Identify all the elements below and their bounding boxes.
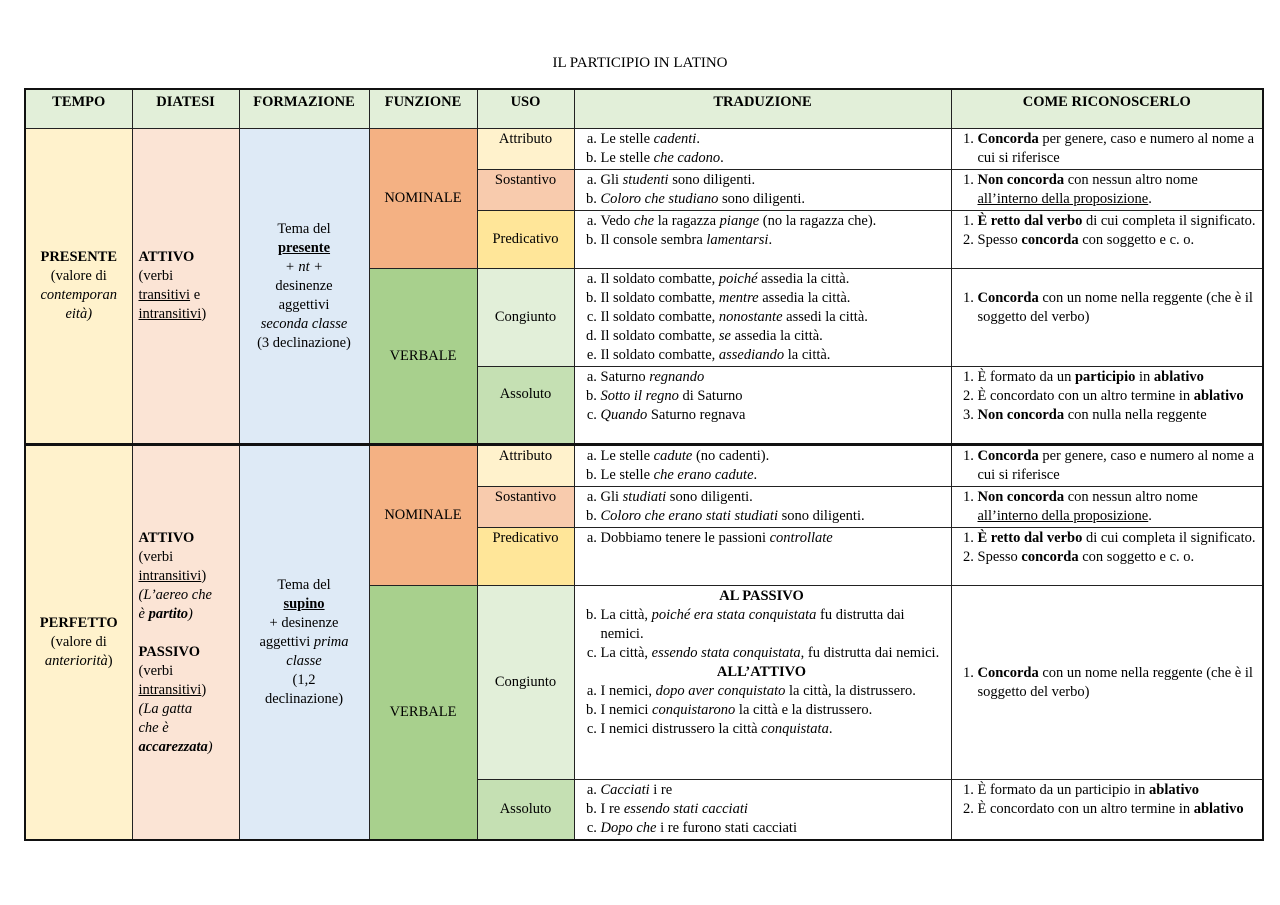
list-item: 1. Non concorda con nessun altro nome all’interno della proposizione. — [978, 171, 1257, 209]
diatesi-name: ATTIVO — [138, 529, 195, 546]
list-item: 2. È concordato con un altro termine in ablativo — [978, 387, 1257, 406]
header-diatesi: DIATESI — [132, 89, 239, 129]
riconoscerlo-cell — [951, 269, 1263, 367]
list-item: a. I nemici, dopo aver conquistato la città, la distrussero. — [601, 682, 945, 701]
list-item: b. Coloro che studiano sono diligenti. — [601, 190, 945, 209]
traduzione-cell — [574, 780, 951, 841]
list-item: 1. È formato da un participio in ablativo — [978, 368, 1257, 387]
list-item: 2. È concordato con un altro termine in ablativo — [978, 800, 1257, 819]
riconoscerlo-cell — [951, 170, 1263, 211]
header-come-riconoscerlo: COME RICONOSCERLO — [951, 89, 1263, 129]
header-tempo: TEMPO — [25, 89, 132, 129]
traduzione-cell — [574, 170, 951, 211]
tempo-text: anteriorità — [44, 653, 108, 669]
formazione-text: + nt + — [284, 258, 324, 275]
traduzione-cell — [574, 487, 951, 528]
list-item: 1. È retto dal verbo di cui completa il significato. — [978, 212, 1257, 231]
riconoscerlo-cell — [951, 528, 1263, 586]
tempo-name: PRESENTE — [40, 249, 118, 265]
diatesi-text: (L’aereo che — [138, 586, 212, 603]
funzione-verbale-cell: VERBALE — [369, 269, 477, 445]
tempo-text: contemporan — [40, 287, 117, 303]
traduzione-cell — [574, 129, 951, 170]
list-item: b. Sotto il regno di Saturno — [601, 387, 945, 406]
formazione-perfetto-cell — [239, 445, 369, 841]
list-item: a. Gli studenti sono diligenti. — [601, 171, 945, 190]
list-item: a. Le stelle cadute (no cadenti). — [601, 447, 945, 466]
riconoscerlo-cell — [951, 211, 1263, 269]
list-item: b. Le stelle che erano cadute. — [601, 466, 945, 485]
list-item: 1. Concorda con un nome nella reggente (che è il soggetto del verbo) — [978, 289, 1257, 327]
tempo-perfetto-cell — [25, 445, 132, 841]
header-funzione: FUNZIONE — [369, 89, 477, 129]
formazione-text: Tema del — [277, 220, 331, 237]
riconoscerlo-cell — [951, 445, 1263, 487]
diatesi-text: che è — [138, 719, 169, 736]
list-item: 2. Spesso concorda con soggetto e c. o. — [978, 231, 1257, 250]
diatesi-text: intransitivi — [138, 306, 202, 322]
tempo-text: ) — [107, 653, 113, 669]
attivo-heading: ALL’ATTIVO — [716, 664, 807, 680]
diatesi-text: partito — [148, 605, 189, 622]
riconoscerlo-cell — [951, 586, 1263, 780]
tempo-text: (valore di — [50, 634, 107, 650]
header-row — [25, 89, 1263, 129]
riconoscerlo-cell — [951, 367, 1263, 445]
riconoscerlo-cell — [951, 780, 1263, 841]
list-item: c. Dopo che i re furono stati cacciati — [601, 819, 945, 838]
header-traduzione: TRADUZIONE — [574, 89, 951, 129]
tempo-text: eità) — [65, 306, 93, 322]
formazione-text: presente — [277, 239, 331, 256]
funzione-nominale-cell: NOMINALE — [369, 129, 477, 269]
table-row — [25, 129, 1263, 170]
formazione-text: declinazione) — [264, 691, 344, 707]
formazione-presente-cell — [239, 129, 369, 445]
formazione-text: desinenze — [275, 277, 333, 294]
list-item: b. Coloro che erano stati studiati sono diligenti. — [601, 507, 945, 526]
diatesi-text: è — [138, 605, 145, 622]
list-item: b. Il console sembra lamentarsi. — [601, 231, 945, 250]
riconoscerlo-cell — [951, 129, 1263, 170]
formazione-text: classe — [286, 653, 322, 669]
formazione-text: supino — [283, 596, 325, 612]
list-item: a. Gli studiati sono diligenti. — [601, 488, 945, 507]
uso-attributo: Attributo — [477, 129, 574, 170]
diatesi-name: ATTIVO — [138, 249, 195, 265]
formazione-text: seconda classe — [260, 315, 348, 332]
list-item: 2. Spesso concorda con soggetto e c. o. — [978, 548, 1257, 567]
list-item: 1. Non concorda con nessun altro nome all’interno della proposizione. — [978, 488, 1257, 526]
list-item: 1. È retto dal verbo di cui completa il significato. — [978, 529, 1257, 548]
diatesi-text: ) — [188, 605, 193, 622]
diatesi-text: e — [193, 287, 201, 303]
table-row — [25, 445, 1263, 487]
traduzione-cell — [574, 269, 951, 367]
tempo-text: (valore di — [50, 268, 107, 284]
funzione-nominale-cell: NOMINALE — [369, 445, 477, 586]
diatesi-text: (verbi — [138, 662, 174, 679]
traduzione-cell — [574, 445, 951, 487]
uso-assoluto: Assoluto — [477, 780, 574, 841]
formazione-text: prima — [313, 634, 349, 650]
funzione-verbale-cell: VERBALE — [369, 586, 477, 841]
uso-assoluto: Assoluto — [477, 367, 574, 445]
uso-predicativo: Predicativo — [477, 211, 574, 269]
riconoscerlo-cell — [951, 487, 1263, 528]
list-item: c. La città, essendo stata conquistata, fu distrutta dai nemici. — [601, 644, 945, 663]
list-item: c. Il soldato combatte, nonostante assedi la città. — [601, 308, 945, 327]
diatesi-text: (verbi — [138, 548, 174, 565]
list-item: a. Dobbiamo tenere le passioni controllate — [601, 529, 945, 548]
diatesi-text: intransitivi — [138, 681, 202, 698]
diatesi-text: (La gatta — [138, 700, 193, 717]
formazione-text: (1,2 — [292, 672, 316, 688]
list-item: e. Il soldato combatte, assediando la città. — [601, 346, 945, 365]
diatesi-text: ) — [207, 738, 213, 755]
header-uso: USO — [477, 89, 574, 129]
diatesi-perfetto-cell — [132, 445, 239, 841]
uso-sostantivo: Sostantivo — [477, 487, 574, 528]
list-item: a. Il soldato combatte, poiché assedia la città. — [601, 270, 945, 289]
tempo-name: PERFETTO — [39, 615, 118, 631]
diatesi-text: accarezzata — [138, 738, 208, 755]
list-item: b. Le stelle che cadono. — [601, 149, 945, 168]
tempo-presente-cell — [25, 129, 132, 445]
diatesi-text: ) — [201, 681, 207, 698]
traduzione-cell — [574, 367, 951, 445]
formazione-text: aggettivi — [259, 634, 311, 650]
diatesi-text: transitivi — [138, 287, 191, 303]
list-item: a. Saturno regnando — [601, 368, 945, 387]
diatesi-text: (verbi — [138, 268, 174, 284]
uso-sostantivo: Sostantivo — [477, 170, 574, 211]
uso-congiunto: Congiunto — [477, 269, 574, 367]
uso-attributo: Attributo — [477, 445, 574, 487]
formazione-text: aggettivi — [278, 296, 330, 313]
header-formazione: FORMAZIONE — [239, 89, 369, 129]
uso-predicativo: Predicativo — [477, 528, 574, 586]
traduzione-cell — [574, 586, 951, 780]
formazione-text: Tema del — [277, 577, 331, 593]
traduzione-cell — [574, 528, 951, 586]
page-title: IL PARTICIPIO IN LATINO — [552, 55, 728, 71]
list-item: 3. Non concorda con nulla nella reggente — [978, 406, 1257, 425]
list-item: b. Il soldato combatte, mentre assedia la città. — [601, 289, 945, 308]
formazione-text: + desinenze — [269, 615, 339, 631]
diatesi-text: ) — [201, 306, 207, 322]
list-item: b. La città, poiché era stata conquistata fu distrutta dai nemici. — [601, 606, 945, 644]
list-item: a. Le stelle cadenti. — [601, 130, 945, 149]
list-item: c. I nemici distrussero la città conquistata. — [601, 720, 945, 739]
diatesi-name: PASSIVO — [138, 643, 200, 660]
list-item: 1. È formato da un participio in ablativo — [978, 781, 1257, 800]
list-item: d. Il soldato combatte, se assedia la città. — [601, 327, 945, 346]
list-item: c. Quando Saturno regnava — [601, 406, 945, 425]
diatesi-text: intransitivi — [138, 567, 202, 584]
diatesi-text: ) — [201, 567, 207, 584]
list-item: 1. Concorda con un nome nella reggente (che è il soggetto del verbo) — [978, 664, 1257, 702]
passivo-heading: AL PASSIVO — [719, 588, 804, 604]
list-item: a. Vedo che la ragazza piange (no la ragazza che). — [601, 212, 945, 231]
diatesi-presente-cell — [132, 129, 239, 445]
list-item: b. I re essendo stati cacciati — [601, 800, 945, 819]
uso-congiunto: Congiunto — [477, 586, 574, 780]
list-item: b. I nemici conquistarono la città e la distrussero. — [601, 701, 945, 720]
traduzione-cell — [574, 211, 951, 269]
formazione-text: (3 declinazione) — [257, 334, 351, 351]
list-item: 1. Concorda per genere, caso e numero al nome a cui si riferisce — [978, 130, 1257, 168]
list-item: 1. Concorda per genere, caso e numero al nome a cui si riferisce — [978, 447, 1257, 485]
participio-table — [24, 88, 1264, 841]
list-item: a. Cacciati i re — [601, 781, 945, 800]
